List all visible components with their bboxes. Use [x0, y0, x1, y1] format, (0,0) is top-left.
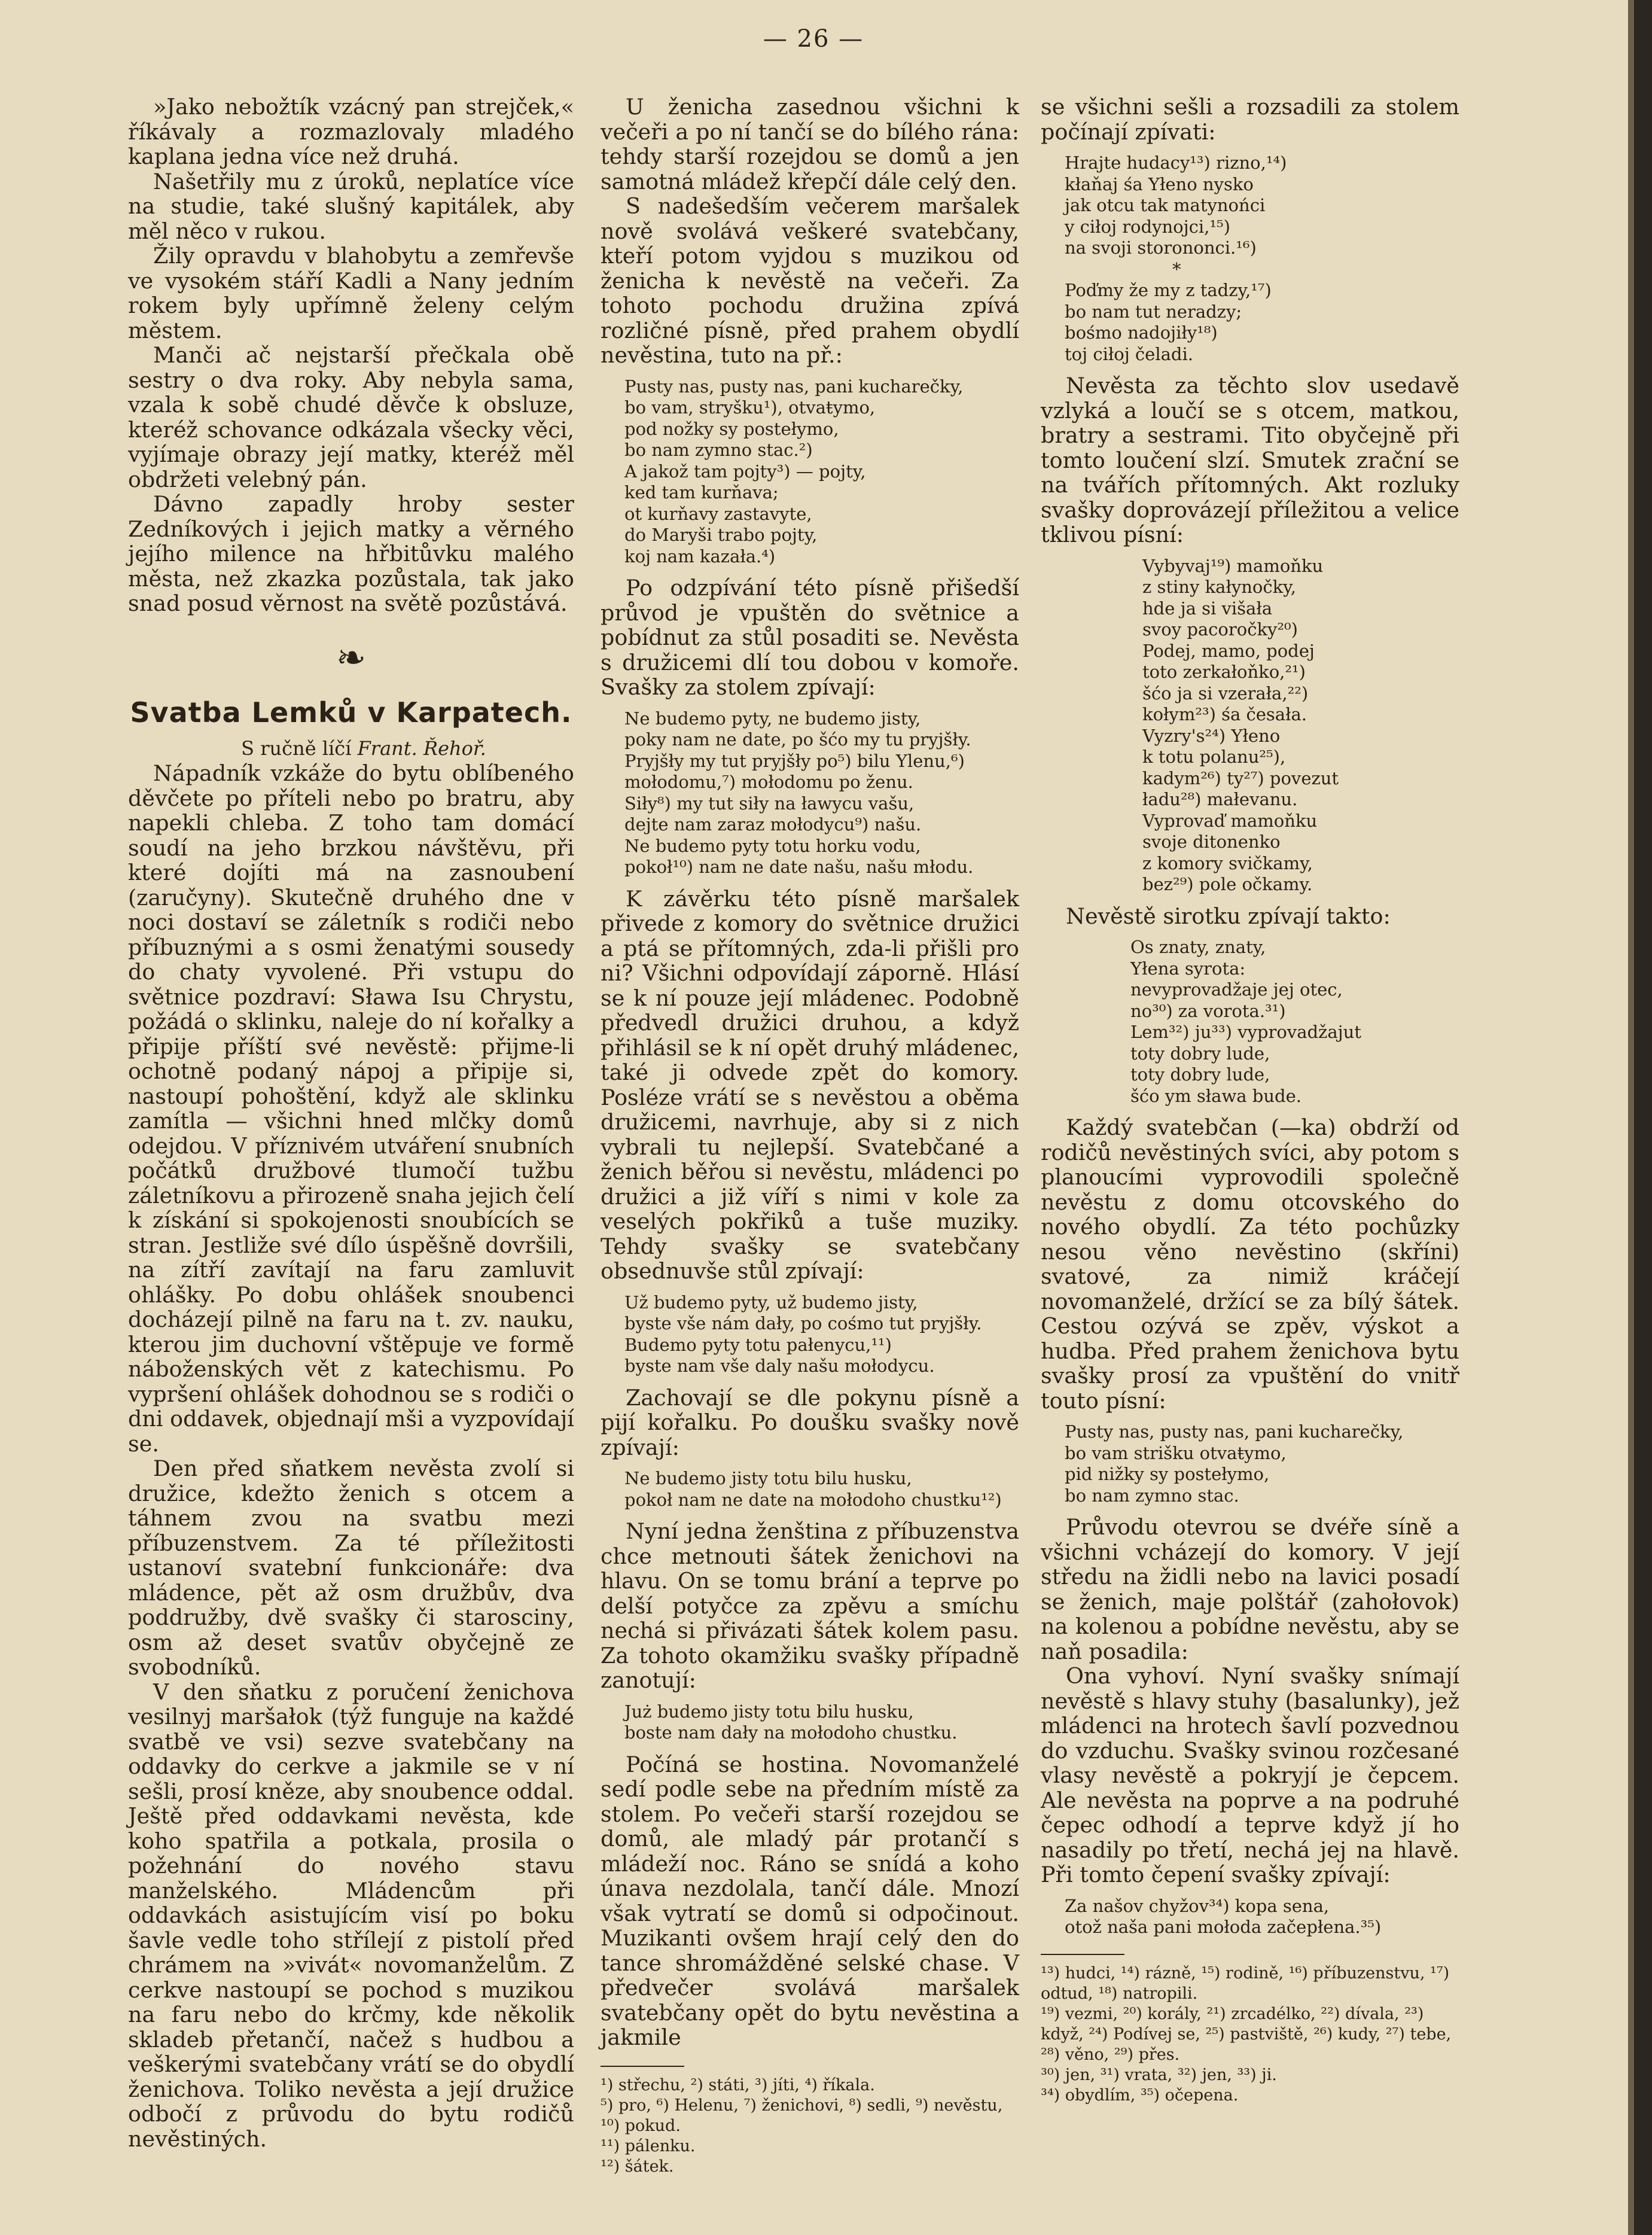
- song-verse: [1142, 556, 1459, 896]
- paragraph: V den sňatku z poručení ženichova vesilnyj maršałok (týž funguje na každé svatbě ve vsi) sezve svatebčany na oddavky do cerkve a jakmile se v ní sešli, prosí kněze, aby snoubence oddal. Ještě před oddavkami nevěsta, kde koho spatřila a potkala, prosila o požehnání do nového stavu manželského. Mládencům při oddavkách asistujícím visí po boku šavle vedle toho střílejí z pistolí před chrámem na »vivát« novomanželům. Z cerkve nastoupí se pochod s muzikou na faru nebo do krčmy, kde několik skladeb přetančí, načež s hudbou a veškerými svatebčany vrátí se do obydlí ženichova. Toliko nevěsta a její družice odbočí z průvodu do bytu rodičů nevěstiných.: [128, 1679, 574, 2152]
- verse-line: bo vam, stryšku¹), otvaŧymo,: [624, 397, 876, 418]
- footnote: ⁵) pro, ⁶) Helenu, ⁷) ženichovi, ⁸) sedli, ⁹) nevěstu, ¹⁰) pokud.: [601, 2096, 1003, 2135]
- paragraph: Počíná se hostina. Novomanželé sedí podle sebe na předním místě za stolem. Po večeři starší rozejdou se domů, ale mladý pár protančí s mládeží noc. Ráno se snídá a koho únava nezdolala, tančí dále. Mnozí však vytratí se domů si odpočinout. Muzikanti ovšem hrají celý den do tance shromážděné selské chase. V předvečer svolává maršalek svatebčany opět do bytu nevěstina a jakmile: [601, 1751, 1019, 2050]
- byline: [128, 736, 574, 762]
- page-edge-shadow: [1628, 0, 1634, 2235]
- verse-line: Ne budemo jisty totu bilu husku,: [624, 1468, 912, 1488]
- song-verse: [1065, 153, 1459, 365]
- verse-line: Siły⁸) my tut siły na ławycu vašu,: [624, 793, 915, 814]
- byline-author: Frant. Řehoř.: [357, 736, 486, 760]
- verse-line: pokoł nam ne date na mołodoho chustku¹²): [624, 1489, 1002, 1510]
- verse-line: pokoł¹⁰) nam ne date našu, našu młodu.: [624, 857, 974, 877]
- verse-line: bo nam zymno stac.²): [624, 440, 813, 460]
- paragraph: Našetřily mu z úroků, neplatíce více na studie, také slušný kapitálek, aby měl něco v rukou.: [128, 168, 574, 244]
- song-verse: [624, 708, 1019, 878]
- paragraph: Žily opravdu v blahobytu a zemřevše ve vysokém stáří Kadli a Nany jedním rokem byly upřímně želeny celým městem.: [128, 243, 574, 343]
- verse-line: Budemo pyty totu pałenycu,¹¹): [624, 1334, 892, 1355]
- page-number: — 26 —: [763, 25, 864, 53]
- paragraph: Nápadník vzkáže do bytu oblíbeného děvčete po příteli nebo po bratru, aby napekli chleba. Z toho tam domácí soudí na jeho brzkou návštěvu, při které dojíti má na zasnoubení (zaručyny). Skutečně druhého dne v noci dostaví se záletník s rodiči nebo příbuznými a s osmi ženatými sousedy do chaty vyvolené. Při vstupu do světnice pozdraví: Sława Isu Chrystu, požádá o sklinku, naleje do ní kořalky a připije příští své nevěstě: přijme-li ochotně podaný nápoj a připije si, nastoupí pohoštění, když ale sklinku zamítla — všichni hned mlčky domů odejdou. V příznivém utváření snubních počátků družbové tlumočí tužbu záletníkovu a přirozeně snaha jejich čelí k získání si spokojenosti snoubících se stran. Jestliže své dílo úspěšně dovršili, na zítří zavítají na faru zamluvit ohlášky. Po dobu ohlášek snoubenci docházejí pilně na faru na t. zv. nauku, kterou jim duchovní vštěpuje ve formě náboženských vět z katechismu. Po vypršení ohlášek dohodnou se s rodiči o dni oddavek, objednají mši a vyzpovídají se.: [128, 760, 574, 1457]
- paragraph: Nevěsta za těchto slov usedavě vzlyká a loučí se s otcem, matkou, bratry a sestrami. Tito obyčejně při tomto loučení slzí. Smutek zrační se na tvářích přítomných. Akt rozluky svašky doprovázejí příležitou a velice tklivou písní:: [1041, 373, 1459, 547]
- verse-line: dejte nam zaraz mołodycu⁹) našu.: [624, 814, 922, 835]
- paragraph: Ona vyhoví. Nyní svašky snímají nevěstě s hlavy stuhy (basalunky), jež mládenci na hrotech šavlí pozvednou do vzduchu. Svašky svinou rozčesané vlasy nevěstě a pokryjí je čepcem. Ale nevěsta na poprve a na podruhé čepec odhodí a teprve když jí ho nasadily po třetí, nechá jej na hlavě. Při tomto čepení svašky zpívají:: [1041, 1663, 1459, 1887]
- verse-line: bez²⁹) pole očkamy.: [1142, 874, 1313, 894]
- verse-line: poky nam ne date, po šćo my tu pryjšły.: [624, 729, 971, 750]
- paragraph: K závěrku této písně maršalek přivede z komory do světnice družici a ptá se přítomných, zda-li přišli pro ni? Všichni odpovídají záporně. Hlásí se k ní pouze její mládenec. Podobně předvedl družici druhou, a když přihlásil se k ní opět druhý mládenec, také ji odvede zpět do komory. Posléze vrátí se s nevěstou a oběma družicemi, navrhuje, aby si z nich vybrali tu nejlepší. Svatebčané a ženich běřou si nevěstu, mládenci po družici a již víří s nimi v kole za veselých pokřiků a tuše muziky. Tehdy svašky se svatebčany obsednuvše stůl zpívají:: [601, 885, 1019, 1284]
- verse-line: Pryjšły my tut pryjšły po⁵) bilu Ylenu,⁶): [624, 750, 965, 771]
- verse-separator-star: *: [1172, 258, 1181, 279]
- paragraph: Dávno zapadly hroby sester Zedníkových i jejich matky a věrného jejího milence na hřbitůvku malého města, než zkazka pozůstala, tak jako snad posud věrnost na světě pozůstává.: [128, 491, 574, 616]
- paragraph: Zachovají se dle pokynu písně a pijí kořalku. Po doušku svašky nově zpívají:: [601, 1384, 1019, 1460]
- footnote: ³⁰) jen, ³¹) vrata, ³²) jen, ³³) ji.: [1041, 2065, 1277, 2084]
- footnotes: [1041, 1963, 1459, 2106]
- verse-line: pod nožky sy postełymo,: [624, 418, 839, 439]
- footnotes: [601, 2075, 1019, 2177]
- verse-line: svoje ditonenko: [1142, 832, 1281, 852]
- paragraph: se všichni sešli a rozsadili za stolem počínají zpívati:: [1041, 94, 1459, 145]
- verse-line: Lem³²) ju³³) vyprovadžajut: [1130, 1022, 1361, 1042]
- verse-line: do Maryši trabo pojty,: [624, 525, 818, 545]
- footnote: ¹⁹) vezmi, ²⁰) korály, ²¹) zrcadélko, ²²) dívala, ²³) když, ²⁴) Podívej se, ²⁵) pastviště, ²⁶) kudy, ²⁷) tebe, ²⁸) věno, ²⁹) přes.: [1041, 2004, 1452, 2064]
- verse-line: koj nam kazała.⁴): [624, 546, 776, 567]
- song-verse: [624, 376, 1019, 568]
- verse-line: byste nam vše daly našu mołodycu.: [624, 1356, 935, 1376]
- verse-line: kadym²⁶) ty²⁷) povezut: [1142, 768, 1339, 788]
- verse-line: šćo ym sława bude.: [1130, 1085, 1302, 1106]
- verse-line: k totu polanu²⁵),: [1142, 747, 1286, 767]
- paragraph: S nadešedším večerem maršalek nově svolává veškeré svatebčany, kteří potom vyjdou s muzikou od ženicha k nevěstě na večeři. Za tohoto pochodu družina zpívá rozličné písně, před prahem obydlí nevěstina, tuto na př.:: [601, 193, 1019, 368]
- verse-line: toty dobry lude,: [1130, 1043, 1270, 1064]
- paragraph: Průvodu otevrou se dvéře síně a všichni vcházejí do komory. V její středu na židli nebo na lavici posadí se ženich, maje polštář (zahołovok) na kolenou a pobídne nevěstu, aby se naň posadila:: [1041, 1514, 1459, 1664]
- verse-line: Yłena syrota:: [1130, 958, 1246, 979]
- paragraph: U ženicha zasednou všichni k večeři a po ní tančí se do bílého rána: tehdy starší rozejdou se domů a jen samotná mládež křepčí dále celý den.: [601, 94, 1019, 194]
- footnote-divider: [601, 2066, 684, 2067]
- footnote: ¹) střechu, ²) státi, ³) jíti, ⁴) říkala.: [601, 2075, 875, 2094]
- song-verse: [1065, 1896, 1459, 1938]
- verse-line: Za našov chyžov³⁴) kopa sena,: [1065, 1895, 1330, 1916]
- song-verse: [624, 1701, 1019, 1744]
- verse-line: Pusty nas, pusty nas, pani kucharečky,: [1065, 1421, 1404, 1442]
- leaf-ornament-icon: ❧: [336, 637, 367, 679]
- verse-line: boste nam dały na mołodoho chustku.: [624, 1722, 958, 1743]
- verse-line: Poďmy že my z tadzy,¹⁷): [1065, 280, 1272, 300]
- verse-line: z komory svičkamy,: [1142, 852, 1313, 873]
- footnote-divider: [1041, 1954, 1124, 1955]
- verse-line: Pusty nas, pusty nas, pani kucharečky,: [624, 376, 964, 397]
- verse-line: Os znaty, znaty,: [1130, 937, 1266, 957]
- verse-line: Vybyvaj¹⁹) mamoňku: [1142, 555, 1324, 576]
- verse-line: A jakož tam pojty³) — pojty,: [624, 461, 866, 482]
- footnote: ³⁴) obydlím, ³⁵) očepena.: [1041, 2085, 1239, 2105]
- paragraph: Manči ač nejstarší přečkala obě sestry o dva roky. Aby nebyla sama, vzala k sobě chudé děvče k obsluze, kteréž schovance odkázala všecky věci, vyjímaje obrazy její matky, kteréž měl obdržeti velebný pán.: [128, 342, 574, 492]
- paragraph: Každý svatebčan (—ka) obdrží od rodičů nevěstiných svíci, aby potom s planoucími vyprovodili společně nevěstu z domu otcovského do nového obydlí. Za této pochůzky nesou věno nevěstino (skříni) svatové, za nimiž kráčejí novomanželé, držící se za bílý šátek. Cestou ozývá se zpěv, výskot a hudba. Před prahem ženichova bytu svašky prosí za vpuštění do vnitř touto písní:: [1041, 1115, 1459, 1414]
- paragraph: Nevěstě sirotku zpívají takto:: [1066, 903, 1391, 929]
- page-edge: [1634, 0, 1652, 2235]
- verse-line: Ne budemo pyty totu horku vodu,: [624, 835, 921, 856]
- verse-line: svoy pacoročky²⁰): [1142, 619, 1298, 640]
- verse-line: toj ciłoj čeladi.: [1065, 343, 1193, 364]
- verse-line: nevyprovadžaje jej otec,: [1130, 979, 1343, 1000]
- verse-line: hde ja si višała: [1142, 598, 1273, 619]
- verse-line: Ne budemo pyty, ne budemo jisty,: [624, 708, 921, 729]
- verse-line: pid nižky sy postełymo,: [1065, 1464, 1270, 1484]
- song-verse: [1065, 1421, 1459, 1506]
- verse-line: šćo ja si vzerała,²²): [1142, 683, 1309, 704]
- paragraph: Po odzpívání této písně přišedší průvod je vpuštěn do světnice a pobídnut za stůl posaditi se. Nevěsta s družicemi dlí tou dobou v komoře. Svašky za stolem zpívají:: [601, 575, 1019, 700]
- verse-line: bo nam tut neradzy;: [1065, 301, 1242, 322]
- song-verse: [624, 1468, 1019, 1511]
- verse-line: jak otcu tak matynońci: [1065, 195, 1266, 215]
- verse-line: bośmo nadojiły¹⁸): [1065, 322, 1218, 343]
- verse-line: toty dobry lude,: [1130, 1064, 1270, 1085]
- verse-line: ked tam kurňava;: [624, 482, 779, 503]
- song-verse: [1130, 937, 1459, 1107]
- verse-line: Už budemo pyty, už budemo jisty,: [624, 1292, 918, 1313]
- column-3: [1041, 95, 1459, 2106]
- column-1: [128, 95, 574, 2151]
- verse-line: otož naša pani mołoda začepłena.³⁵): [1065, 1917, 1382, 1937]
- byline-prefix: S ručně líčí: [241, 736, 352, 760]
- verse-line: Już budemo jisty totu bilu husku,: [624, 1701, 914, 1722]
- verse-line: mołodomu,⁷) mołodomu po ženu.: [624, 772, 913, 792]
- verse-line: kłaňaj śa Yłeno nysko: [1065, 173, 1254, 194]
- verse-line: Podej, mamo, podej: [1142, 640, 1315, 661]
- footnote: ¹²) šátek.: [601, 2157, 674, 2176]
- column-2: [601, 95, 1019, 2177]
- verse-line: ładu²⁸) małevanu.: [1142, 789, 1298, 809]
- verse-line: bo vam strišku otvaŧymo,: [1065, 1442, 1287, 1463]
- paragraph: »Jako nebožtík vzácný pan strejček,« říkávaly a rozmazlovaly mladého kaplana jedna více než druhá.: [128, 94, 574, 169]
- verse-line: Vyprovaď mamoňku: [1142, 810, 1318, 831]
- footnote: ¹³) hudci, ¹⁴) rázně, ¹⁵) rodině, ¹⁶) příbuzenstvu, ¹⁷) odtud, ¹⁸) natropili.: [1041, 1963, 1450, 2003]
- article-title: Svatba Lemků v Karpatech.: [130, 696, 572, 729]
- verse-line: toto zerkałoňko,²¹): [1142, 662, 1306, 682]
- verse-line: ot kurňavy zastavyte,: [624, 503, 812, 524]
- verse-line: Hrajte hudacy¹³) rizno,¹⁴): [1065, 153, 1287, 173]
- verse-line: Vyzry's²⁴) Yłeno: [1142, 725, 1281, 746]
- footnote: ¹¹) pálenku.: [601, 2136, 696, 2155]
- verse-line: na svoji storononci.¹⁶): [1065, 237, 1257, 258]
- verse-line: z stiny kałynočky,: [1142, 577, 1296, 597]
- verse-line: kołym²³) śa česała.: [1142, 704, 1307, 724]
- verse-line: byste vše nám dały, po cośmo tut pryjšły.: [624, 1313, 982, 1333]
- paragraph: Nyní jedna ženština z příbuzenstva chce metnouti šátek ženichovi na hlavu. On se tomu brání a teprve po delší potyčce za zpěvu a smíchu nechá si přivázati šátek kolem pasu. Za tohoto okamžiku svašky případně zanotují:: [601, 1518, 1019, 1693]
- verse-line: bo nam zymno stac.: [1065, 1485, 1239, 1506]
- verse-line: no³⁰) za vorota.³¹): [1130, 1000, 1286, 1021]
- paragraph: Den před sňatkem nevěsta zvolí si družice, kdežto ženich s otcem a táhnem zvou na svatbu mezi příbuzenstvem. Za té příležitosti ustanoví svatební funkcionáře: dva mládence, pět až osm družbův, dva poddružby, dvě svašky či staroscinу, osm až deset svatův obyčejně ze svobodníků.: [128, 1456, 574, 1680]
- song-verse: [624, 1292, 1019, 1377]
- verse-line: y ciłoj rodynojci,¹⁵): [1065, 216, 1230, 237]
